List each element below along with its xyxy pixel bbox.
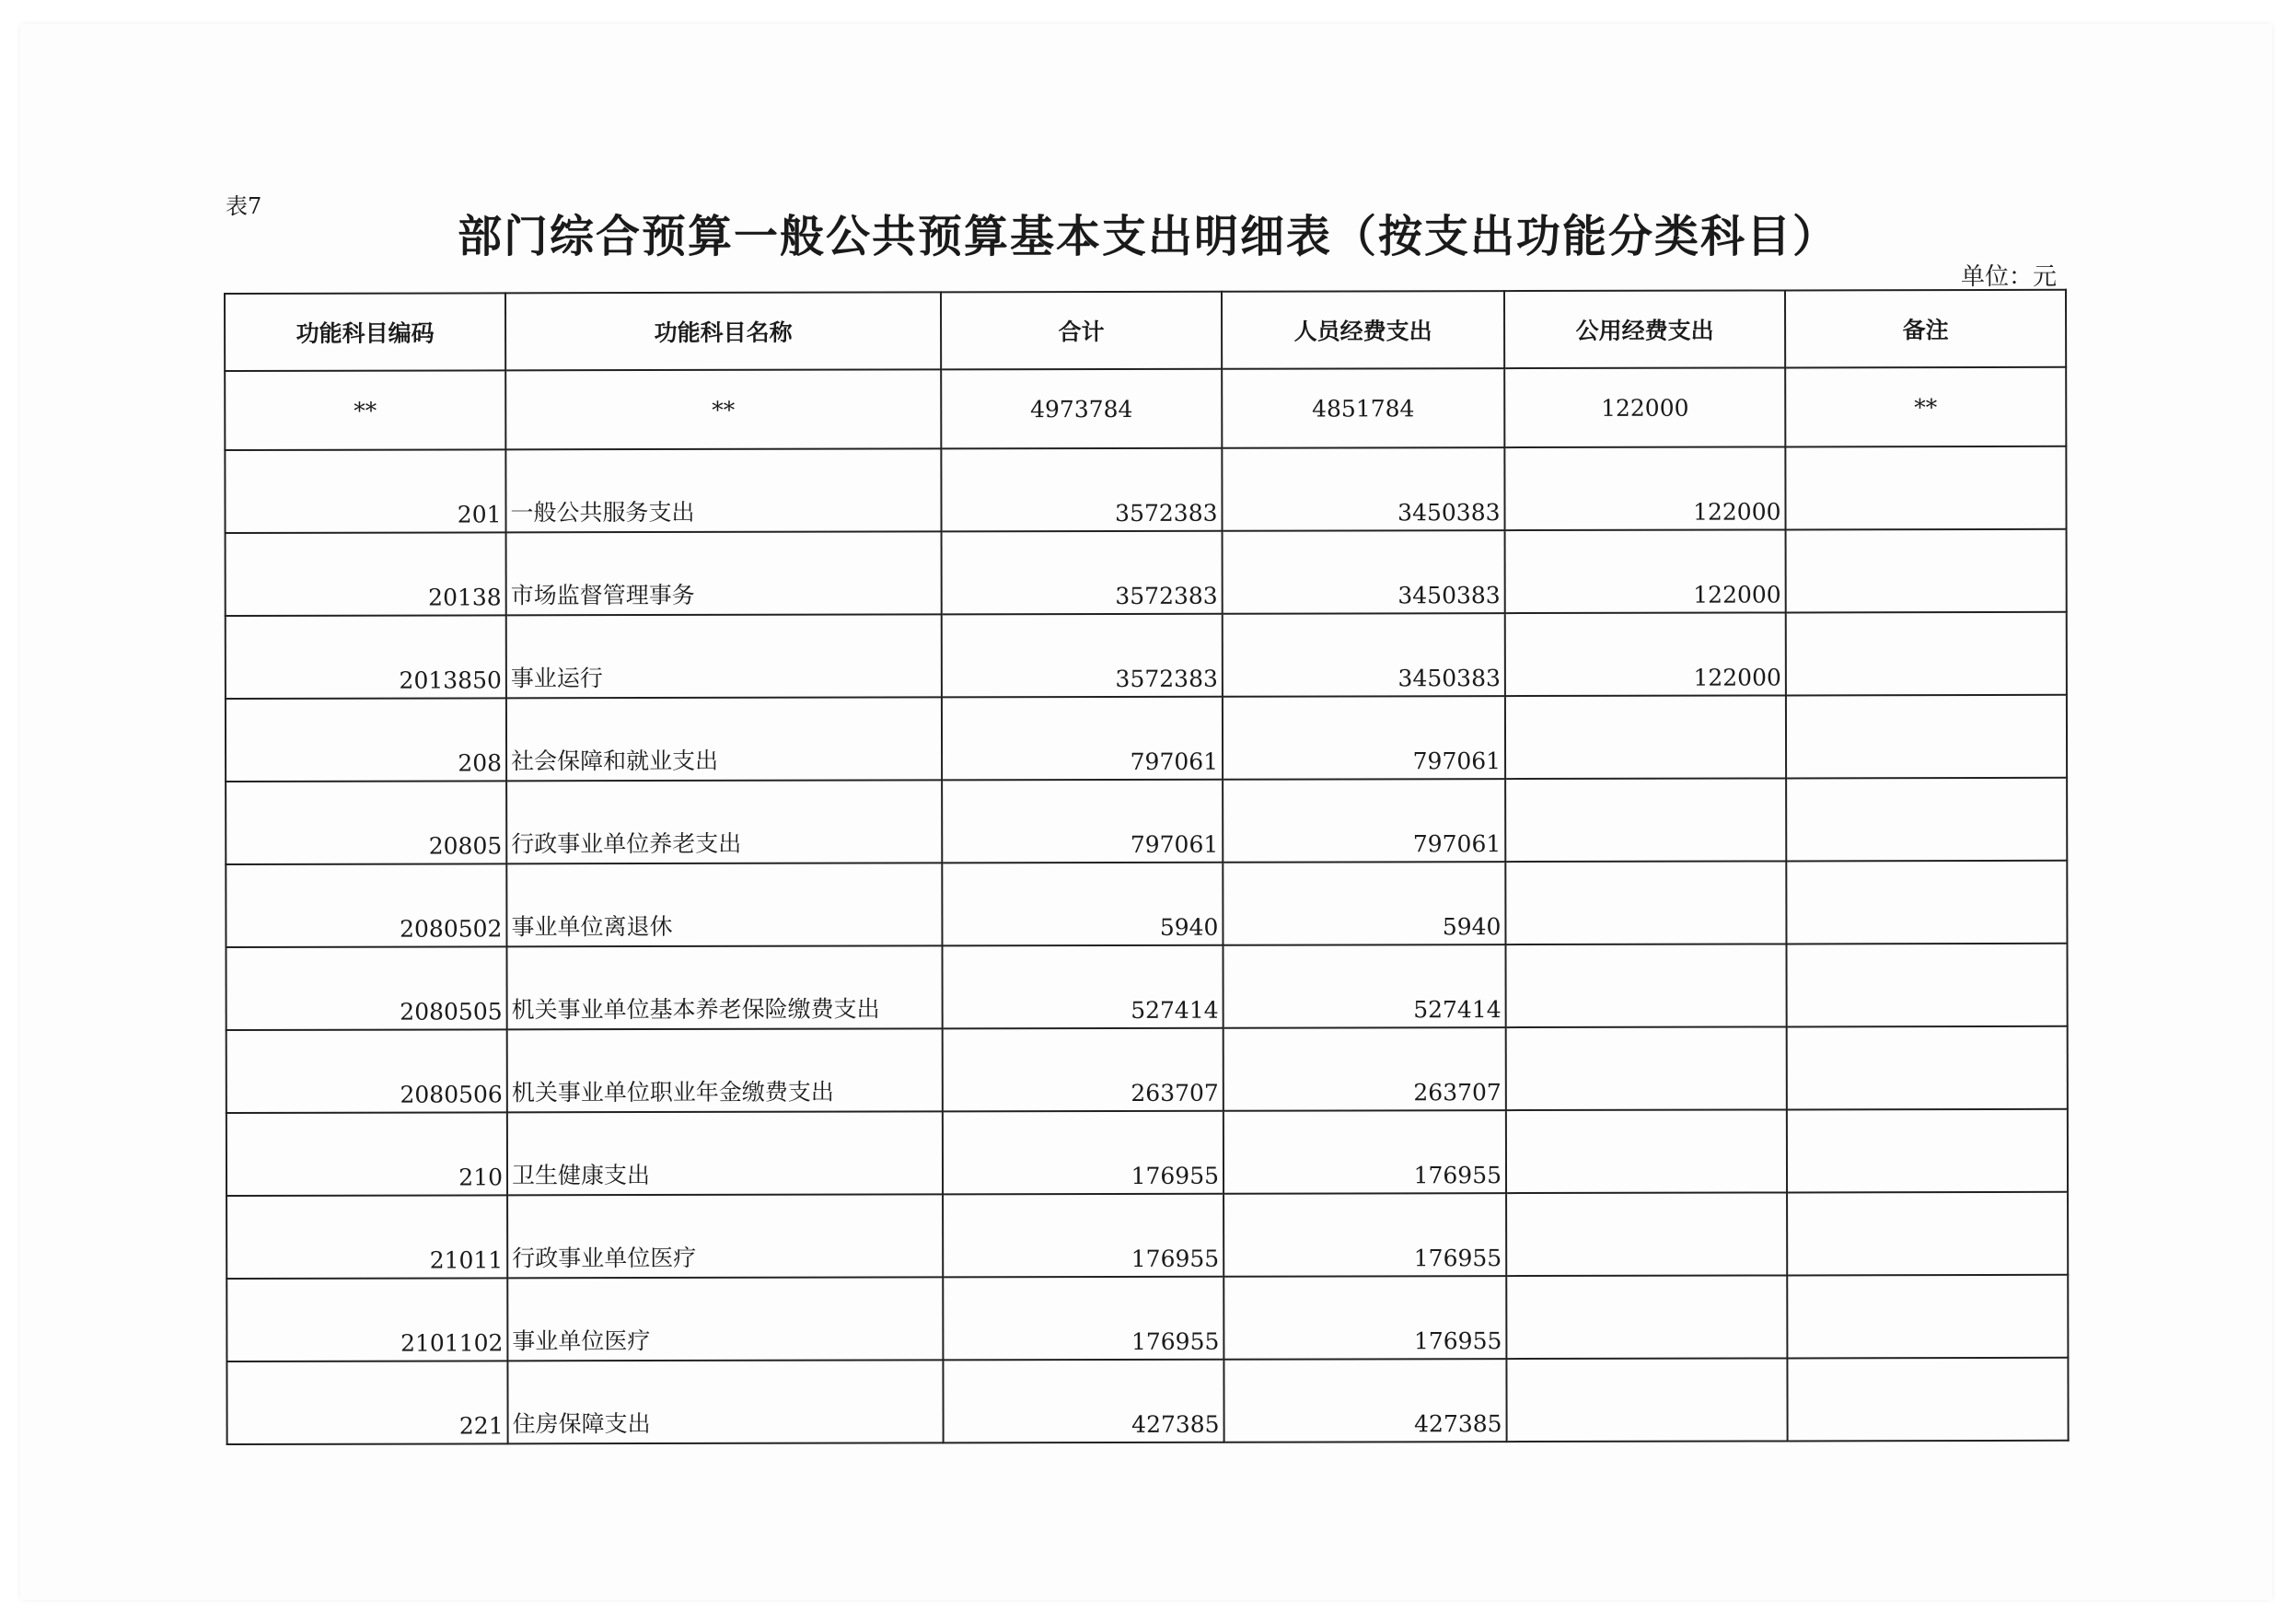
row-name: 住房保障支出 bbox=[507, 1360, 943, 1443]
row-code: 208 bbox=[226, 698, 506, 782]
total-row bbox=[225, 367, 2066, 450]
table-row bbox=[226, 612, 2067, 699]
row-name: 行政事业单位医疗 bbox=[507, 1194, 943, 1278]
row-note bbox=[1786, 695, 2067, 779]
row-code: 201 bbox=[225, 449, 505, 533]
row-public: 122000 bbox=[1505, 529, 1786, 613]
table-label: 表7 bbox=[226, 193, 262, 219]
total-amount: 4973784 bbox=[941, 369, 1222, 449]
row-total: 3572383 bbox=[941, 448, 1222, 532]
total-personnel: 4851784 bbox=[1222, 368, 1504, 448]
row-code: 21011 bbox=[226, 1195, 507, 1279]
table-row bbox=[226, 1192, 2068, 1279]
row-note bbox=[1787, 1026, 2068, 1110]
header-personnel: 人员经费支出 bbox=[1222, 291, 1504, 369]
row-code: 2080505 bbox=[226, 946, 506, 1030]
row-total: 176955 bbox=[943, 1194, 1223, 1278]
header-public: 公用经费支出 bbox=[1504, 290, 1785, 368]
table-row bbox=[226, 1026, 2068, 1113]
row-code: 20138 bbox=[226, 532, 506, 616]
row-name: 行政事业单位养老支出 bbox=[506, 780, 942, 863]
table-row bbox=[226, 1275, 2068, 1361]
row-personnel: 797061 bbox=[1223, 696, 1505, 780]
row-code: 20805 bbox=[226, 781, 506, 864]
table-row bbox=[226, 861, 2067, 947]
row-public bbox=[1506, 1192, 1787, 1276]
header-name: 功能科目名称 bbox=[505, 292, 941, 370]
row-public bbox=[1505, 944, 1786, 1027]
row-public bbox=[1505, 861, 1786, 944]
row-personnel: 3450383 bbox=[1222, 447, 1504, 531]
table-row bbox=[226, 529, 2067, 616]
row-note bbox=[1786, 612, 2067, 696]
budget-table-wrapper bbox=[224, 289, 2068, 1445]
row-code: 2080506 bbox=[226, 1029, 507, 1113]
row-public bbox=[1506, 1275, 1787, 1359]
row-note bbox=[1787, 1192, 2068, 1276]
header-note: 备注 bbox=[1785, 290, 2066, 368]
table-row bbox=[226, 1358, 2068, 1444]
row-personnel: 176955 bbox=[1223, 1193, 1506, 1277]
row-note bbox=[1786, 778, 2067, 862]
row-note bbox=[1786, 861, 2067, 944]
row-total: 797061 bbox=[942, 780, 1223, 863]
row-public bbox=[1506, 1026, 1787, 1110]
row-total: 3572383 bbox=[942, 531, 1223, 615]
header-code: 功能科目编码 bbox=[225, 293, 505, 371]
row-public bbox=[1506, 1358, 1787, 1442]
row-personnel: 3450383 bbox=[1223, 613, 1505, 697]
row-personnel: 5940 bbox=[1223, 862, 1505, 945]
row-personnel: 797061 bbox=[1223, 779, 1505, 863]
row-note bbox=[1785, 446, 2066, 530]
budget-table bbox=[224, 289, 2070, 1445]
table-row bbox=[226, 778, 2067, 864]
row-public bbox=[1505, 778, 1786, 862]
row-total: 176955 bbox=[943, 1277, 1223, 1361]
row-name: 机关事业单位基本养老保险缴费支出 bbox=[506, 945, 942, 1029]
row-name: 社会保障和就业支出 bbox=[506, 697, 942, 781]
row-note bbox=[1787, 1109, 2068, 1193]
row-total: 797061 bbox=[942, 697, 1223, 781]
row-public bbox=[1506, 1109, 1787, 1193]
row-total: 3572383 bbox=[942, 614, 1223, 698]
row-code: 221 bbox=[226, 1361, 507, 1444]
row-personnel: 263707 bbox=[1223, 1027, 1506, 1111]
row-personnel: 427385 bbox=[1223, 1359, 1506, 1442]
row-total: 263707 bbox=[943, 1028, 1223, 1112]
row-code: 210 bbox=[226, 1112, 507, 1196]
row-personnel: 527414 bbox=[1223, 944, 1505, 1028]
row-name: 一般公共服务支出 bbox=[505, 448, 941, 532]
row-total: 5940 bbox=[942, 863, 1223, 946]
unit-label: 单位：元 bbox=[1960, 263, 2057, 291]
header-row bbox=[225, 290, 2066, 371]
row-public bbox=[1505, 695, 1786, 779]
row-personnel: 3450383 bbox=[1223, 530, 1505, 614]
row-name: 卫生健康支出 bbox=[507, 1111, 943, 1195]
row-total: 527414 bbox=[942, 945, 1223, 1029]
row-name: 机关事业单位职业年金缴费支出 bbox=[507, 1028, 943, 1112]
total-note: ** bbox=[1785, 367, 2066, 447]
row-public: 122000 bbox=[1504, 446, 1785, 530]
table-row bbox=[226, 1109, 2068, 1196]
row-note bbox=[1786, 529, 2067, 613]
row-note bbox=[1787, 1275, 2068, 1359]
row-total: 176955 bbox=[943, 1111, 1223, 1195]
total-public: 122000 bbox=[1504, 367, 1785, 447]
header-total: 合计 bbox=[941, 292, 1222, 370]
row-note bbox=[1786, 944, 2067, 1027]
row-code: 2080502 bbox=[226, 863, 506, 947]
row-name: 事业单位离退休 bbox=[506, 863, 942, 946]
total-code: ** bbox=[225, 370, 505, 450]
row-personnel: 176955 bbox=[1223, 1276, 1506, 1360]
row-personnel: 176955 bbox=[1223, 1110, 1506, 1194]
row-name: 市场监督管理事务 bbox=[506, 531, 942, 615]
table-row bbox=[226, 695, 2067, 782]
row-code: 2013850 bbox=[226, 615, 506, 699]
table-row bbox=[226, 944, 2067, 1030]
row-public: 122000 bbox=[1505, 612, 1786, 696]
row-name: 事业运行 bbox=[506, 614, 942, 698]
row-name: 事业单位医疗 bbox=[507, 1277, 943, 1361]
page-title: 部门综合预算一般公共预算基本支出明细表（按支出功能分类科目） bbox=[457, 211, 1838, 262]
total-name: ** bbox=[505, 369, 941, 449]
table-row bbox=[225, 446, 2066, 533]
row-total: 427385 bbox=[943, 1360, 1223, 1443]
row-note bbox=[1787, 1358, 2068, 1442]
row-code: 2101102 bbox=[226, 1278, 507, 1361]
